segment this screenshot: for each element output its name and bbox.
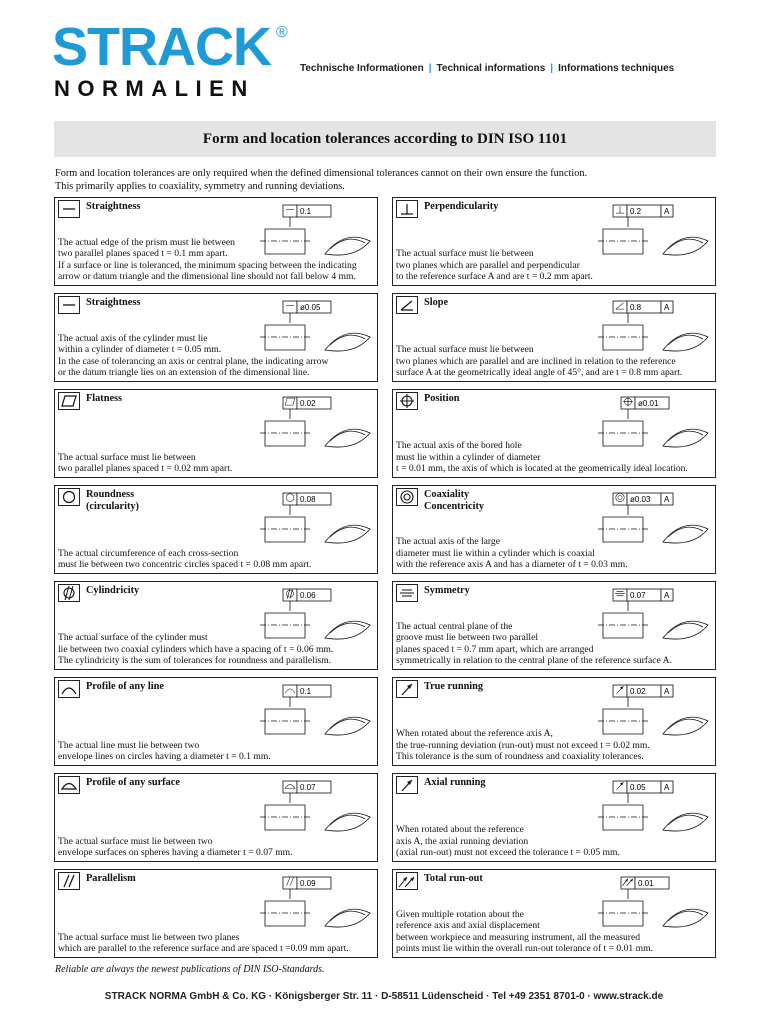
datum-letter: A <box>664 687 670 696</box>
nav-separator: | <box>428 63 432 74</box>
description-line: diameter must lie within a cylinder which is coaxial <box>396 547 595 559</box>
cylindricity-icon <box>59 585 79 601</box>
card-description <box>396 728 712 763</box>
description-line: envelope lines on circles having a diameter t = 0.1 mm. <box>58 751 271 763</box>
description-line: groove must lie between two parallel <box>396 632 538 644</box>
coaxiality-icon <box>397 489 417 505</box>
tolerance-diagram <box>205 487 377 549</box>
straightness-icon <box>59 201 79 217</box>
symbol-box <box>58 488 80 506</box>
card-title-line: Total run-out <box>424 873 483 884</box>
tolerance-card-parallelism <box>54 869 378 958</box>
description-line: The actual surface must lie between <box>396 344 534 356</box>
description-line: planes spaced t = 0.7 mm apart, which are arranged <box>396 643 594 655</box>
parallelism-icon <box>59 873 79 889</box>
tolerance-value: 0.05 <box>630 783 646 792</box>
card-title <box>86 297 140 309</box>
description-line: two planes which are parallel and perpendicular <box>396 259 580 271</box>
footer-address: STRACK NORMA GmbH & Co. KG · Königsberger Str. 11 · D-58511 Lüdenscheid · Tel +49 2351 8701-0 · www.strack.de <box>104 991 664 1002</box>
nav-german[interactable]: Technische Informationen <box>300 63 424 74</box>
description-line: with the reference axis A and has a diameter of t = 0.03 mm. <box>396 559 628 571</box>
symbol-box <box>58 776 80 794</box>
card-description <box>58 548 374 571</box>
symbol-box <box>396 776 418 794</box>
card-title <box>424 297 448 309</box>
card-title-line: Flatness <box>86 393 123 404</box>
description-line: The actual axis of the cylinder must lie <box>58 332 208 344</box>
nav-english[interactable]: Technical informations <box>436 63 546 74</box>
tolerance-card-roundness <box>54 485 378 574</box>
description-line: two parallel planes spaced t = 0.02 mm apart. <box>58 463 233 475</box>
card-title-line: Cylindricity <box>86 585 140 596</box>
symbol-box <box>58 872 80 890</box>
tolerance-card-slope <box>392 293 716 382</box>
description-line: (axial run-out) must not exceed the tolerance t = 0.05 mm. <box>396 847 620 859</box>
card-title <box>86 777 180 789</box>
description-line: The actual edge of the prism must lie between <box>58 236 235 248</box>
symmetry-icon <box>397 585 417 601</box>
card-title-line: Concentricity <box>424 501 485 512</box>
tolerance-card-straightness <box>54 293 378 382</box>
intro-text <box>55 167 725 193</box>
datum-letter: A <box>664 783 670 792</box>
description-line: The actual surface must lie between <box>58 451 196 463</box>
tolerance-card-total-run-out <box>392 869 716 958</box>
card-title <box>424 585 470 597</box>
description-line: or the datum triangle lies on an extension of the dimensional line. <box>58 367 310 379</box>
tolerance-card-straightness <box>54 197 378 286</box>
card-description <box>58 836 374 859</box>
description-line: t = 0.01 mm, the axis of which is located at the geometrically ideal location. <box>396 463 688 475</box>
description-line: The cylindricity is the sum of tolerances for roundness and parallelism. <box>58 655 332 667</box>
description-line: envelope surfaces on spheres having a diameter t = 0.07 mm. <box>58 847 293 859</box>
description-line: symmetrically in relation to the central plane of the reference surface A. <box>396 655 672 667</box>
description-line: which are parallel to the reference surface and are spaced t =0.09 mm apart. <box>58 943 349 955</box>
card-title-line: Perpendicularity <box>424 201 499 212</box>
tolerance-value: 0.1 <box>300 207 312 216</box>
symbol-box <box>396 680 418 698</box>
description-line: must lie between two concentric circles spaced t = 0.08 mm apart. <box>58 559 312 571</box>
card-title-line: Axial running <box>424 777 486 788</box>
card-description <box>396 344 712 379</box>
tolerance-card-true-running <box>392 677 716 766</box>
tolerance-diagram <box>205 775 377 837</box>
total-runout-icon <box>397 873 417 889</box>
description-line: must lie within a cylinder of diameter <box>396 451 541 463</box>
description-line: points must lie within the overall run-out tolerance of t = 0.01 mm. <box>396 943 653 955</box>
symbol-box <box>396 392 418 410</box>
tolerance-card-symmetry <box>392 581 716 670</box>
tolerance-value: 0.08 <box>300 495 316 504</box>
description-line: the true-running deviation (run-out) must not exceed t = 0.02 mm. <box>396 739 650 751</box>
card-description <box>396 536 712 571</box>
symbol-box <box>58 200 80 218</box>
symbol-box <box>58 680 80 698</box>
description-line: In the case of tolerancing an axis or central plane, the indicating arrow <box>58 355 329 367</box>
tolerance-value: 0.02 <box>300 399 316 408</box>
description-line: The actual axis of the bored hole <box>396 440 522 452</box>
card-title-line: Profile of any surface <box>86 777 180 788</box>
card-title <box>424 489 484 513</box>
card-title-line: Slope <box>424 297 449 308</box>
description-line: two planes which are parallel and are inclined in relation to the reference <box>396 355 676 367</box>
card-description <box>58 932 374 955</box>
card-title <box>424 777 486 789</box>
registered-mark: ® <box>276 24 288 41</box>
card-description <box>396 621 712 667</box>
symbol-box <box>396 584 418 602</box>
tolerance-diagram <box>205 871 377 933</box>
tolerance-value: 0.06 <box>300 591 316 600</box>
tolerance-card-axial-running <box>392 773 716 862</box>
axial-running-icon <box>397 777 417 793</box>
description-line: The actual axis of the large <box>396 536 500 548</box>
description-line: two parallel planes spaced t = 0.1 mm apart. <box>58 248 228 260</box>
tolerance-value: ø0.03 <box>630 495 651 504</box>
card-title-line: Roundness <box>86 489 135 500</box>
card-title-line: Straightness <box>86 201 141 212</box>
brand-subtitle: NORMALIEN <box>54 76 255 101</box>
title-bar <box>54 121 716 157</box>
profile-surface-icon <box>59 777 79 793</box>
tolerance-value: 0.07 <box>300 783 316 792</box>
symbol-box <box>396 200 418 218</box>
intro-line: Form and location tolerances are only required when the defined dimensional tolerances cannot on their own ensure the function. <box>55 168 588 179</box>
tolerance-diagram <box>205 679 377 741</box>
straightness-icon <box>59 297 79 313</box>
description-line: This tolerance is the sum of roundness and coaxiality tolerances. <box>396 751 644 763</box>
symbol-box <box>58 296 80 314</box>
card-title-line: Position <box>424 393 460 404</box>
intro-line: This primarily applies to coaxiality, symmetry and running deviations. <box>55 181 345 192</box>
description-line: The actual surface of the cylinder must <box>58 632 208 644</box>
tolerance-value: 0.8 <box>630 303 642 312</box>
description-line: The actual line must lie between two <box>58 739 200 751</box>
card-description <box>396 440 712 475</box>
symbol-box <box>396 488 418 506</box>
description-line: axis A, the axial running deviation <box>396 835 529 847</box>
description-line: between workpiece and measuring instrument, all the measured <box>396 931 641 943</box>
tolerance-value: 0.02 <box>630 687 646 696</box>
card-title-line: Straightness <box>86 297 141 308</box>
card-title <box>86 393 122 405</box>
symbol-box <box>396 296 418 314</box>
card-title <box>424 681 483 693</box>
description-line: reference axis and axial displacement <box>396 920 540 932</box>
card-title <box>424 393 459 405</box>
card-title <box>86 681 164 693</box>
brand-logo: STRACK <box>52 17 271 77</box>
true-running-icon <box>397 681 417 697</box>
tolerance-card-flatness <box>54 389 378 478</box>
nav-french[interactable]: Informations techniques <box>558 63 675 74</box>
page-title: Form and location tolerances according to DIN ISO 1101 <box>202 131 568 147</box>
tolerance-value: ø0.05 <box>300 303 321 312</box>
tolerance-card-cylindricity <box>54 581 378 670</box>
position-icon <box>397 393 417 409</box>
description-line: The actual surface must lie between two <box>58 835 213 847</box>
tolerance-value: 0.2 <box>630 207 642 216</box>
card-title-line: Symmetry <box>424 585 470 596</box>
tolerance-card-coaxiality <box>392 485 716 574</box>
card-title <box>86 585 139 597</box>
card-title <box>424 873 483 885</box>
card-description <box>58 632 374 667</box>
description-line: within a cylinder of diameter t = 0.05 mm. <box>58 344 222 356</box>
symbol-box <box>396 872 418 890</box>
description-line: arrow or datum triangle and the dimensional line should not fall below 4 mm. <box>58 271 356 283</box>
description-line: When rotated about the reference axis A, <box>396 728 553 740</box>
tolerance-card-profile-of-any-surface <box>54 773 378 862</box>
perpendicularity-icon <box>397 201 417 217</box>
tolerance-value: 0.1 <box>300 687 312 696</box>
profile-line-icon <box>59 681 79 697</box>
card-description <box>58 333 374 379</box>
tolerance-card-profile-of-any-line <box>54 677 378 766</box>
card-description <box>58 452 374 475</box>
description-line: surface A at the geometrically ideal angle of 45°, and are t = 0.8 mm apart. <box>396 367 683 379</box>
card-title-line: Parallelism <box>86 873 136 884</box>
datum-letter: A <box>664 591 670 600</box>
tolerance-card-position <box>392 389 716 478</box>
description-line: The actual circumference of each cross-section <box>58 547 239 559</box>
flatness-icon <box>59 393 79 409</box>
description-line: When rotated about the reference <box>396 824 524 836</box>
card-title-line: Coaxiality <box>424 489 470 500</box>
tolerance-value: ø0.01 <box>638 399 659 408</box>
description-line: Given multiple rotation about the <box>396 908 524 920</box>
card-description <box>396 248 712 283</box>
slope-icon <box>397 297 417 313</box>
description-line: to the reference surface A and are t = 0.2 mm apart. <box>396 271 593 283</box>
roundness-icon <box>59 489 79 505</box>
description-line: The actual surface must lie between two planes <box>58 931 240 943</box>
symbol-box <box>58 584 80 602</box>
card-title-line: Profile of any line <box>86 681 164 692</box>
card-description <box>58 237 374 283</box>
tolerance-value: 0.09 <box>300 879 316 888</box>
datum-letter: A <box>664 207 670 216</box>
datum-letter: A <box>664 303 670 312</box>
card-title <box>86 873 136 885</box>
nav-separator: | <box>550 63 554 74</box>
footnote: Reliable are always the newest publications of DIN ISO-Standards. <box>55 964 325 975</box>
description-line: The actual surface must lie between <box>396 248 534 260</box>
language-nav <box>300 63 674 74</box>
description-line: If a surface or line is toleranced, the minimum spacing between the indicating <box>58 259 357 271</box>
tolerance-card-perpendicularity <box>392 197 716 286</box>
card-title <box>86 489 139 513</box>
card-description <box>396 909 712 955</box>
description-line: The actual central plane of the <box>396 620 513 632</box>
datum-letter: A <box>664 495 670 504</box>
card-title <box>86 201 140 213</box>
card-title <box>424 201 498 213</box>
card-description <box>58 740 374 763</box>
tolerance-value: 0.07 <box>630 591 646 600</box>
tolerance-value: 0.01 <box>638 879 654 888</box>
tolerance-diagram <box>205 391 377 453</box>
symbol-box <box>58 392 80 410</box>
card-description <box>396 824 712 859</box>
description-line: lie between two coaxial cylinders which have a spacing of t = 0.06 mm. <box>58 643 334 655</box>
card-title-line: (circularity) <box>86 501 139 512</box>
card-title-line: True running <box>424 681 484 692</box>
